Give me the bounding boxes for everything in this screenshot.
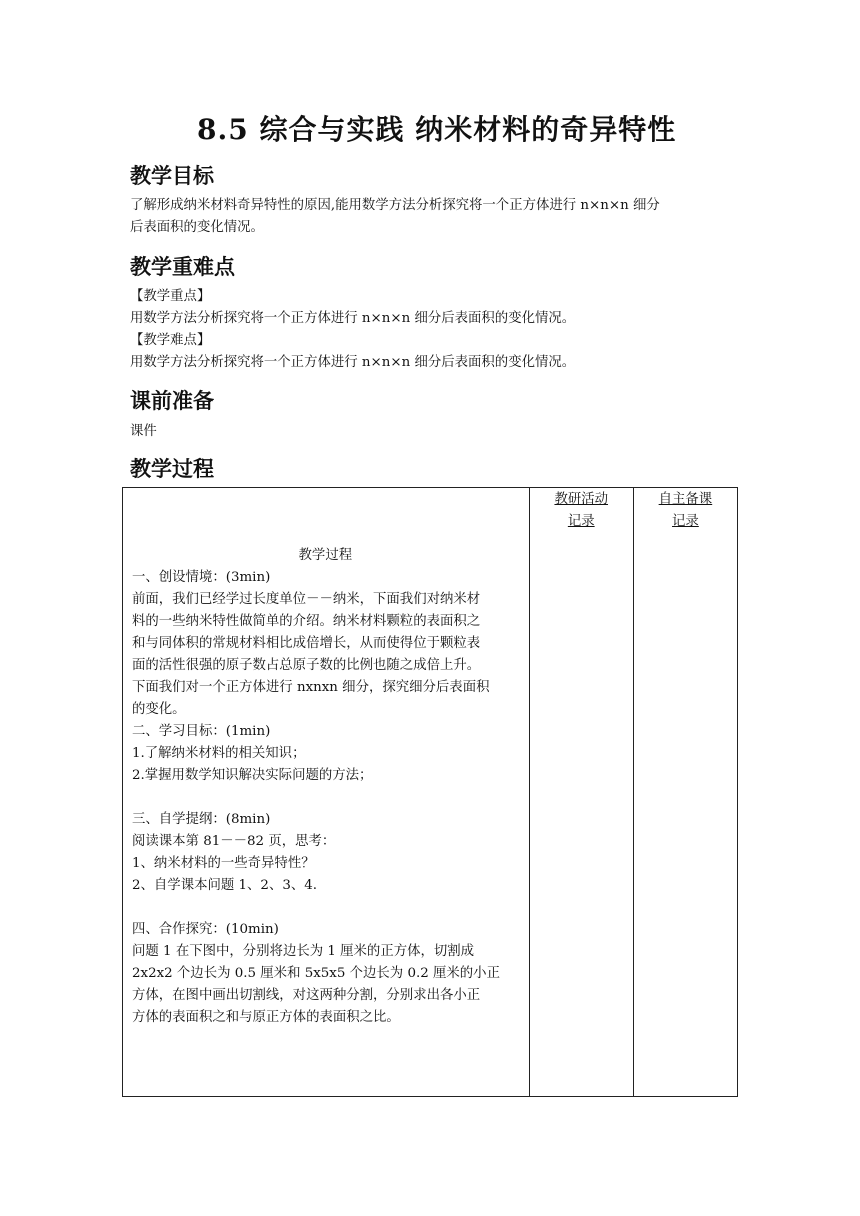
process-line: 2x2x2 个边长为 0.5 厘米和 5x5x5 个边长为 0.2 厘米的小正 xyxy=(132,966,500,981)
text-line: 后表面积的变化情况。 xyxy=(130,220,264,235)
research-record-cell xyxy=(529,488,633,1097)
process-line: 三、自学提纲：(8min) xyxy=(132,812,271,827)
process-line: 2.掌握用数学知识解决实际问题的方法； xyxy=(132,768,373,783)
lesson-prep-text xyxy=(130,421,740,443)
process-line: 前面，我们已经学过长度单位－－纳米，下面我们对纳米材 xyxy=(132,592,481,607)
self-prep-record-cell xyxy=(633,488,737,1097)
process-line: 阅读课本第 81－－82 页，思考： xyxy=(132,834,336,849)
teaching-process-table xyxy=(122,487,738,1097)
process-cell-title: 教学过程 xyxy=(298,548,353,563)
blank-line xyxy=(132,897,529,919)
document-title: 8.5 综合与实践 纳米材料的奇异特性 xyxy=(197,113,677,146)
teaching-goals-text xyxy=(130,195,740,239)
header-line: 教研活动 xyxy=(554,492,609,507)
process-line: 2、自学课本问题 1、2、3、4. xyxy=(132,878,318,893)
process-line: 和与同体积的常规材料相比成倍增长，从而使得位于颗粒表 xyxy=(132,636,481,651)
text-line: 用数学方法分析探究将一个正方体进行 n×n×n 细分后表面积的变化情况。 xyxy=(130,355,576,370)
process-line: 方体的表面积之和与原正方体的表面积之比。 xyxy=(132,1010,400,1025)
heading-teaching-goals: 教学目标 xyxy=(130,164,214,188)
process-line: 下面我们对一个正方体进行 nxnxn 细分，探究细分后表面积 xyxy=(132,680,490,695)
header-line: 记录 xyxy=(672,514,699,529)
process-line: 二、学习目标：(1min) xyxy=(132,724,271,739)
header-line: 记录 xyxy=(567,514,595,529)
header-line: 自主备课 xyxy=(658,492,713,507)
self-prep-record-header xyxy=(634,489,737,533)
text-line: 【教学难点】 xyxy=(130,333,211,348)
process-line: 面的活性很强的原子数占总原子数的比例也随之成倍上升。 xyxy=(132,658,481,673)
blank-line xyxy=(132,787,529,809)
key-points-text xyxy=(130,286,740,374)
process-line: 1、纳米材料的一些奇异特性？ xyxy=(132,856,315,871)
process-line: 料的一些纳米特性做简单的介绍。纳米材料颗粒的表面积之 xyxy=(132,614,481,629)
heading-key-difficult-points: 教学重难点 xyxy=(130,255,235,279)
text-line: 了解形成纳米材料奇异特性的原因,能用数学方法分析探究将一个正方体进行 n×n×n 细分 xyxy=(130,198,660,213)
process-line: 的变化。 xyxy=(132,702,186,717)
process-line: 一、创设情境：(3min) xyxy=(132,570,271,585)
text-line: 【教学重点】 xyxy=(130,289,211,304)
text-line: 用数学方法分析探究将一个正方体进行 n×n×n 细分后表面积的变化情况。 xyxy=(130,311,576,326)
process-line: 问题 1 在下图中，分别将边长为 1 厘米的正方体，切割成 xyxy=(132,944,475,959)
process-line: 1.了解纳米材料的相关知识； xyxy=(132,746,306,761)
heading-lesson-prep: 课前准备 xyxy=(130,389,214,413)
research-record-header xyxy=(530,489,633,533)
process-line: 方体，在图中画出切割线，对这两种分割，分别求出各小正 xyxy=(132,988,481,1003)
process-main-cell xyxy=(123,488,530,1097)
heading-teaching-process: 教学过程 xyxy=(130,457,214,481)
text-line: 课件 xyxy=(130,424,157,439)
process-line: 四、合作探究：(10min) xyxy=(132,922,279,937)
process-lines xyxy=(132,567,529,1029)
